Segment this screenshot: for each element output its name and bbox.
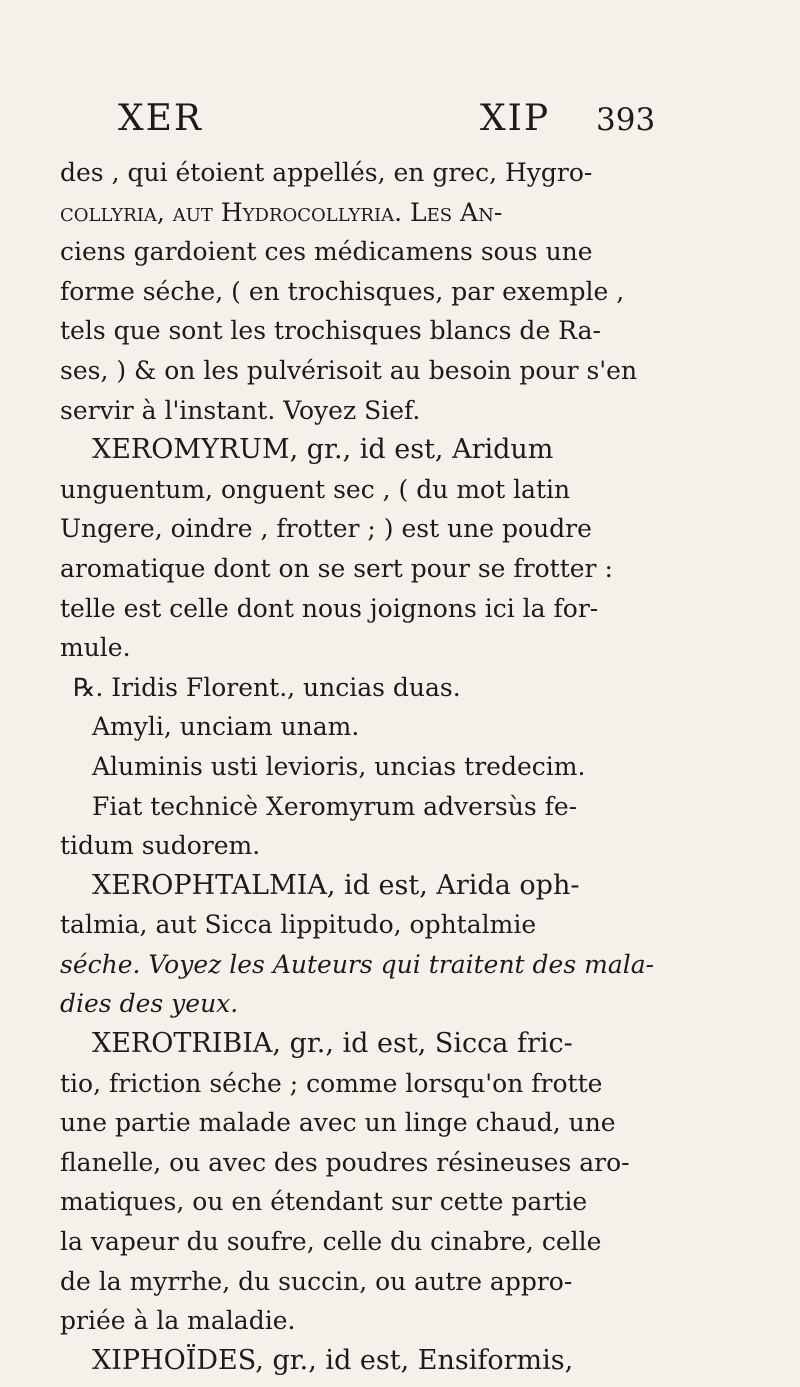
text-line: flanelle, ou avec des poudres résineuses aro- xyxy=(60,1147,630,1177)
text-line: mule. xyxy=(60,633,131,663)
text-line: telle est celle dont nous joignons ici la for- xyxy=(60,593,599,623)
text-line: priée à la maladie. xyxy=(60,1306,296,1336)
text-line: des , qui étoient appellés, en grec, Hygro- xyxy=(60,158,593,187)
running-header xyxy=(0,98,800,148)
recipe-line: ℞. Iridis Florent., uncias duas. xyxy=(73,672,461,702)
text-line: aromatique dont on se sert pour se frotter : xyxy=(60,553,613,583)
text-line: ciens gardoient ces médicamens sous une xyxy=(60,237,593,267)
text-line: de la myrrhe, du succin, ou autre appro- xyxy=(60,1266,573,1296)
text-line: matiques, ou en étendant sur cette partie xyxy=(60,1187,588,1217)
recipe-line: Aluminis usti levioris, uncias tredecim. xyxy=(92,751,586,781)
text-line: séche. Voyez les Auteurs qui traitent des mala- xyxy=(60,949,655,979)
entry-heading-line: XEROPHTALMIA, id est, Arida oph- xyxy=(92,869,580,901)
entry-heading-line: XEROMYRUM, gr., id est, Aridum xyxy=(92,434,554,466)
page-number: 393 xyxy=(596,102,656,138)
text-line: talmia, aut Sicca lippitudo, ophtalmie xyxy=(60,910,537,940)
text-line: unguentum, onguent sec , ( du mot latin xyxy=(60,474,571,504)
text-line: tio, friction séche ; comme lorsqu'on frotte xyxy=(60,1068,603,1098)
text-line: ses, ) & on les pulvérisoit au besoin pour s'en xyxy=(60,355,638,385)
text-line: une partie malade avec un linge chaud, une xyxy=(60,1108,616,1138)
entry-heading-line: XEROTRIBIA, gr., id est, Sicca fric- xyxy=(92,1028,573,1060)
recipe-line: Fiat technicè Xeromyrum adversùs fe- xyxy=(92,791,578,821)
recipe-line: Amyli, unciam unam. xyxy=(92,712,360,742)
text-line: servir à l'instant. Voyez Sief. xyxy=(60,395,421,425)
text-line: dies des yeux. xyxy=(60,989,239,1019)
text-line: tidum sudorem. xyxy=(60,831,261,861)
text-line: forme séche, ( en trochisques, par exemple , xyxy=(60,276,625,306)
text-line: la vapeur du soufre, celle du cinabre, celle xyxy=(60,1227,602,1257)
header-left-word: XER xyxy=(118,98,204,139)
text-line: tels que sont les trochisques blancs de Ra- xyxy=(60,316,601,346)
header-right-word: XIP xyxy=(480,98,551,139)
page-text xyxy=(60,153,740,1380)
text-line: Ungere, oindre , frotter ; ) est une poudre xyxy=(60,514,592,544)
text-line: collyria, aut Hydrocollyria. Les An- xyxy=(60,197,503,227)
entry-heading-line: XIPHOÏDES, gr., id est, Ensiformis, xyxy=(92,1344,574,1376)
